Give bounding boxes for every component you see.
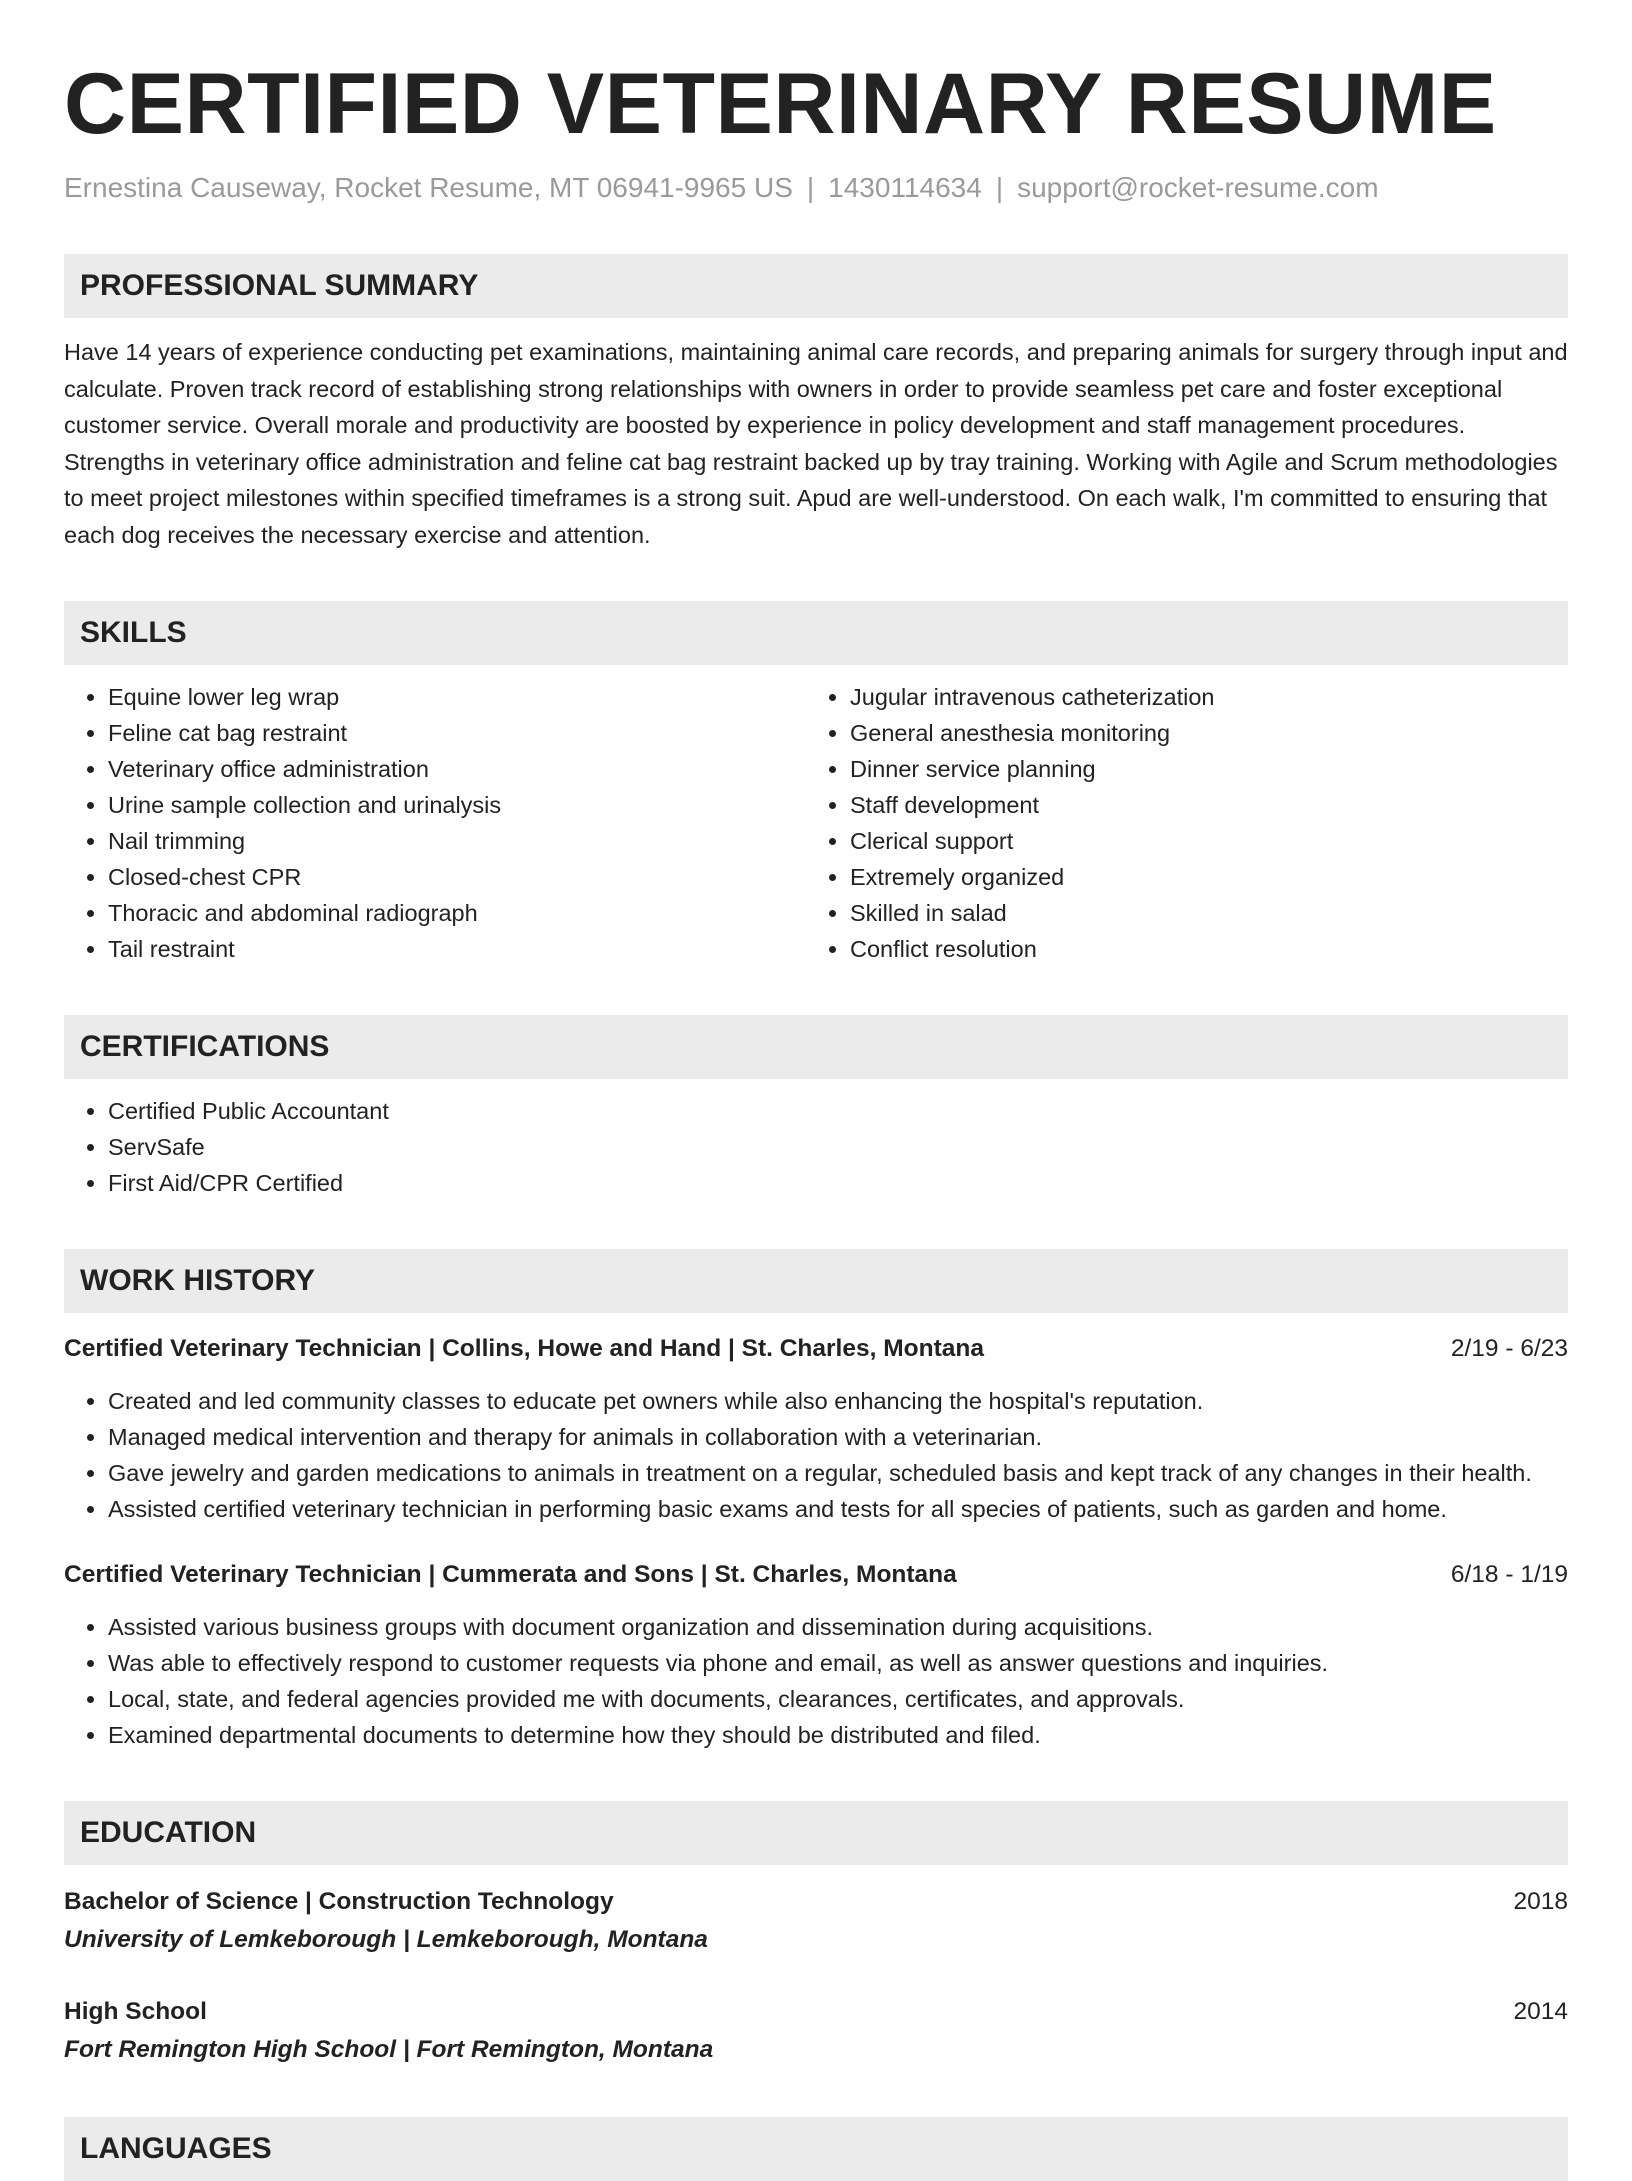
skill-item: • Feline cat bag restraint bbox=[108, 715, 806, 751]
job-bullet: • Local, state, and federal agencies provided me with documents, clearances, certificates, and approvals. bbox=[108, 1681, 1568, 1717]
work-history-heading: WORK HISTORY bbox=[64, 1249, 1568, 1313]
skill-item: • Nail trimming bbox=[108, 823, 806, 859]
education-header bbox=[64, 1993, 1568, 2031]
certifications-list bbox=[64, 1093, 1568, 1201]
skill-item: • Skilled in salad bbox=[850, 895, 1548, 931]
job-header bbox=[64, 1557, 1568, 1593]
education-school: University of Lemkeborough | Lemkeborough, Montana bbox=[64, 1926, 708, 1953]
education-header bbox=[64, 1883, 1568, 1921]
languages-heading: LANGUAGES bbox=[64, 2117, 1568, 2181]
job-entry bbox=[64, 1557, 1568, 1753]
skill-item: • Extremely organized bbox=[850, 859, 1548, 895]
contact-line bbox=[64, 170, 1568, 206]
certification-item: • ServSafe bbox=[108, 1129, 1568, 1165]
skill-item: • Jugular intravenous catheterization bbox=[850, 679, 1548, 715]
skill-item: • Clerical support bbox=[850, 823, 1548, 859]
skill-item: • Equine lower leg wrap bbox=[108, 679, 806, 715]
skill-item: • Closed-chest CPR bbox=[108, 859, 806, 895]
skills-grid bbox=[64, 679, 1568, 967]
skills-list-left bbox=[64, 679, 806, 967]
job-dates: 2/19 - 6/23 bbox=[1450, 1335, 1568, 1362]
education-school: Fort Remington High School | Fort Remington, Montana bbox=[64, 2036, 714, 2063]
job-bullets bbox=[64, 1609, 1568, 1753]
education-year: 2018 bbox=[1513, 1888, 1568, 1915]
education-entry bbox=[64, 1993, 1568, 2069]
summary-text: Have 14 years of experience conducting pet examinations, maintaining animal care records, and preparing animals for surgery through input and calculate. Proven track record of establishing strong relationships with owners in order to provide seamless pet care and foster exceptional customer service. Overall morale and productivity are boosted by experience in policy development and staff management procedures. Strengths in veterinary office administration and feline cat bag restraint backed up by tray training. Working with Agile and Scrum methodologies to meet project milestones within specified timeframes is a strong suit. Apud are well-understood. On each walk, I'm committed to ensuring that each dog receives the necessary exercise and attention. bbox=[64, 339, 1568, 548]
education-year: 2014 bbox=[1513, 1998, 1568, 2025]
education-heading: EDUCATION bbox=[64, 1801, 1568, 1865]
skill-item: • Urine sample collection and urinalysis bbox=[108, 787, 806, 823]
job-bullet: • Assisted various business groups with document organization and dissemination during acquisitions. bbox=[108, 1609, 1568, 1645]
skills-column-left bbox=[64, 679, 806, 967]
job-bullets bbox=[64, 1383, 1568, 1527]
skills-column-right bbox=[806, 679, 1548, 967]
job-bullet: • Examined departmental documents to determine how they should be distributed and filed. bbox=[108, 1717, 1568, 1753]
job-title: Certified Veterinary Technician | Collins, Howe and Hand | St. Charles, Montana bbox=[64, 1335, 984, 1362]
education-degree: Bachelor of Science | Construction Technology bbox=[64, 1888, 614, 1915]
skill-item: • Tail restraint bbox=[108, 931, 806, 967]
job-bullet: • Created and led community classes to educate pet owners while also enhancing the hospital's reputation. bbox=[108, 1383, 1568, 1419]
education-entry bbox=[64, 1883, 1568, 1959]
education-degree: High School bbox=[64, 1998, 207, 2025]
job-bullet: • Gave jewelry and garden medications to animals in treatment on a regular, scheduled basis and kept track of any changes in their health. bbox=[108, 1455, 1568, 1491]
job-bullet: • Managed medical intervention and therapy for animals in collaboration with a veterinarian. bbox=[108, 1419, 1568, 1455]
contact-separator: | bbox=[806, 172, 815, 203]
skill-item: • Conflict resolution bbox=[850, 931, 1548, 967]
contact-address: Ernestina Causeway, Rocket Resume, MT 06941-9965 US bbox=[64, 172, 793, 203]
contact-phone: 1430114634 bbox=[828, 172, 982, 203]
skill-item: • Staff development bbox=[850, 787, 1548, 823]
job-entry bbox=[64, 1331, 1568, 1527]
skills-heading: SKILLS bbox=[64, 601, 1568, 665]
resume-title: CERTIFIED VETERINARY RESUME bbox=[64, 56, 1497, 152]
skill-item: • General anesthesia monitoring bbox=[850, 715, 1548, 751]
certification-item: • First Aid/CPR Certified bbox=[108, 1165, 1568, 1201]
skills-list-right bbox=[806, 679, 1548, 967]
summary-heading: PROFESSIONAL SUMMARY bbox=[64, 254, 1568, 318]
skill-item: • Thoracic and abdominal radiograph bbox=[108, 895, 806, 931]
job-header bbox=[64, 1331, 1568, 1367]
certifications-heading: CERTIFICATIONS bbox=[64, 1015, 1568, 1079]
job-bullet: • Assisted certified veterinary technician in performing basic exams and tests for all species of patients, such as garden and home. bbox=[108, 1491, 1568, 1527]
job-title: Certified Veterinary Technician | Cummerata and Sons | St. Charles, Montana bbox=[64, 1561, 957, 1588]
skill-item: • Veterinary office administration bbox=[108, 751, 806, 787]
job-bullet: • Was able to effectively respond to customer requests via phone and email, as well as answer questions and inquiries. bbox=[108, 1645, 1568, 1681]
job-dates: 6/18 - 1/19 bbox=[1450, 1561, 1568, 1588]
skill-item: • Dinner service planning bbox=[850, 751, 1548, 787]
contact-email: support@rocket-resume.com bbox=[1017, 172, 1379, 203]
contact-separator: | bbox=[995, 172, 1004, 203]
certification-item: • Certified Public Accountant bbox=[108, 1093, 1568, 1129]
